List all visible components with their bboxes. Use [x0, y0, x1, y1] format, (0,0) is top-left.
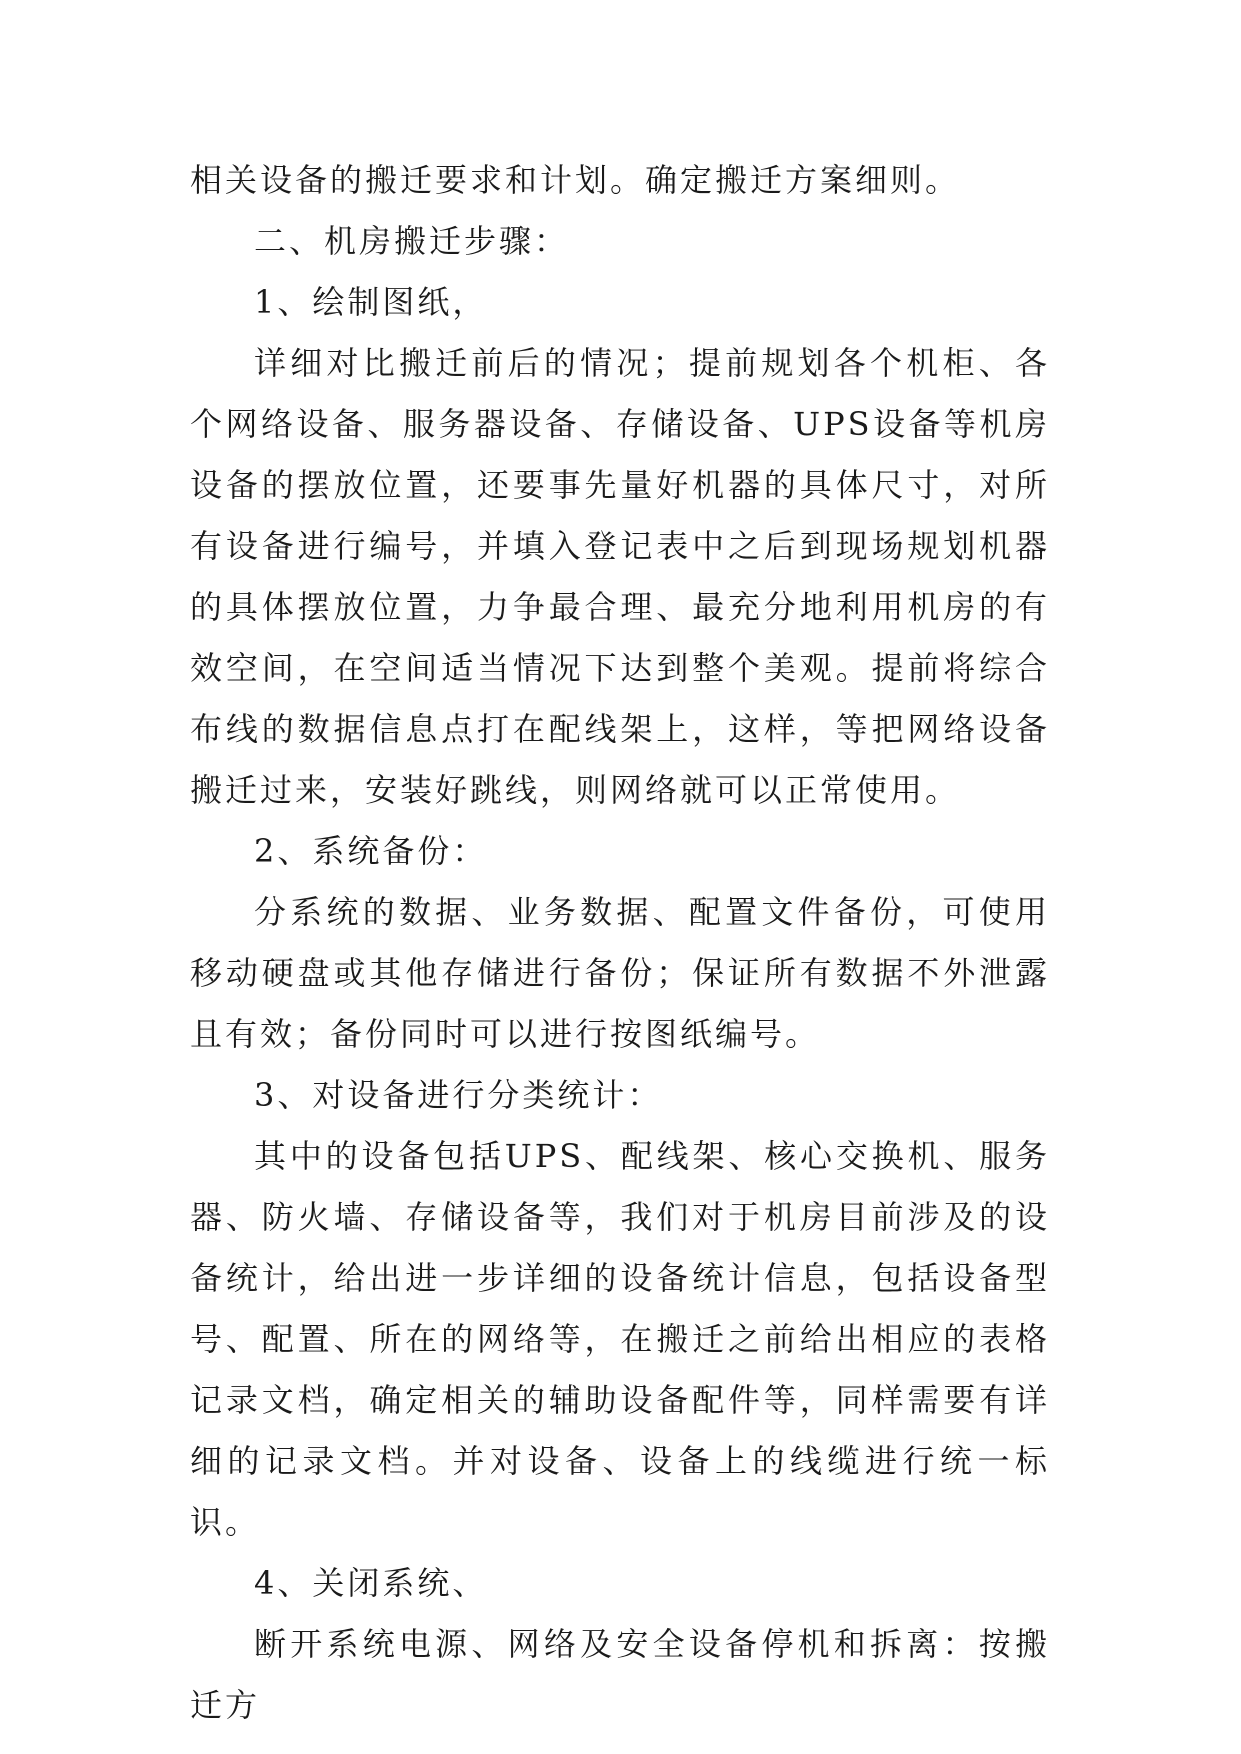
- paragraph-backup: 分系统的数据、业务数据、配置文件备份，可使用移动硬盘或其他存储进行备份；保证所有数据不外泄露且有效；备份同时可以进行按图纸编号。: [190, 893, 1050, 1053]
- paragraph-classification: 其中的设备包括UPS、配线架、核心交换机、服务器、防火墙、存储设备等，我们对于机房目前涉及的设备统计，给出进一步详细的设备统计信息，包括设备型号、配置、所在的网络等，在搬迁之前给出相应的表格记录文档，确定相关的辅助设备配件等，同样需要有详细的记录文档。并对设备、设备上的线缆进行统一标识。: [190, 1137, 1050, 1541]
- document-body: [190, 150, 1050, 1736]
- step-heading-classification: 3、对设备进行分类统计：: [254, 1076, 663, 1114]
- paragraph-drawings: 详细对比搬迁前后的情况；提前规划各个机柜、各个网络设备、服务器设备、存储设备、UPS设备等机房设备的摆放位置，还要事先量好机器的具体尺寸，对所有设备进行编号，并填入登记表中之后到现场规划机器的具体摆放位置，力争最合理、最充分地利用机房的有效空间，在空间适当情况下达到整个美观。提前将综合布线的数据信息点打在配线架上，这样，等把网络设备搬迁过来，安装好跳线，则网络就可以正常使用。: [190, 344, 1050, 809]
- section-heading-relocation-steps: 二、机房搬迁步骤：: [254, 222, 570, 260]
- paragraph-shutdown: 断开系统电源、网络及安全设备停机和拆离：按搬迁方: [190, 1625, 1050, 1724]
- step-heading-backup: 2、系统备份：: [254, 832, 488, 870]
- paragraph-continuation: 相关设备的搬迁要求和计划。确定搬迁方案细则。: [190, 161, 961, 199]
- step-heading-shutdown: 4、关闭系统、: [254, 1564, 488, 1602]
- step-heading-drawings: 1、绘制图纸，: [254, 283, 488, 321]
